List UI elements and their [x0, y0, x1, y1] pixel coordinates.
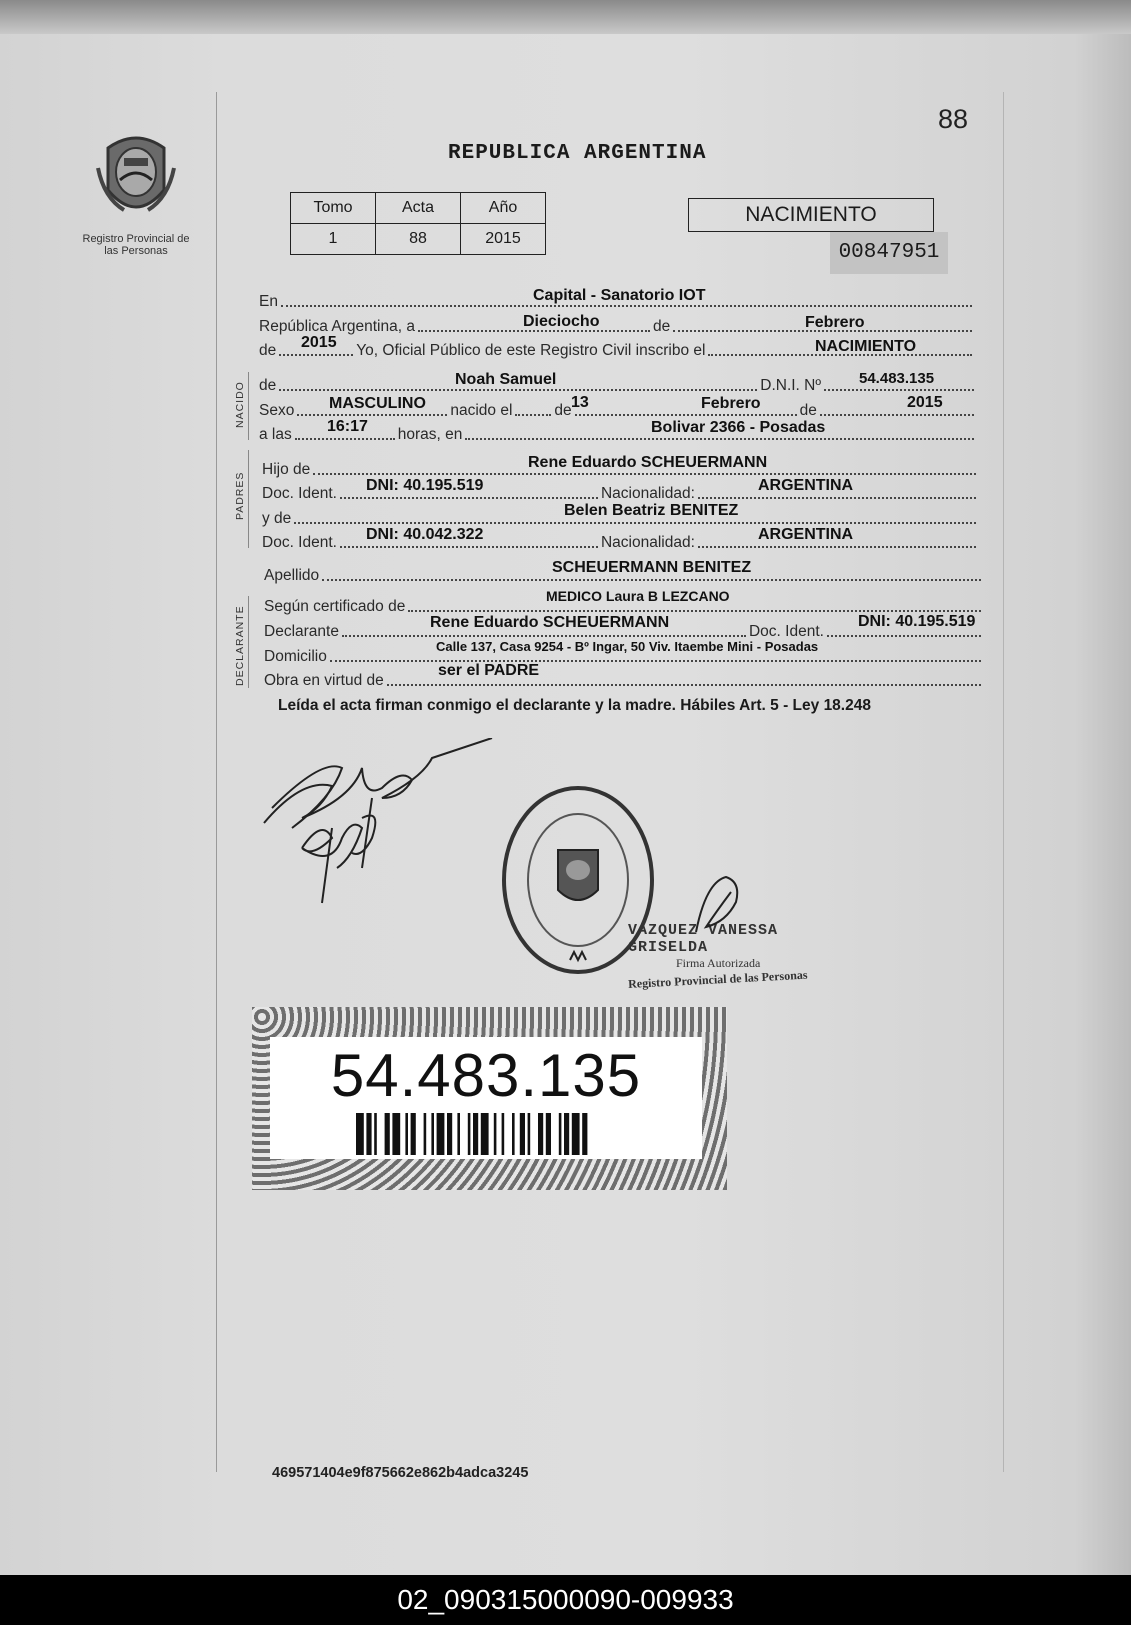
- field-row-hora: [259, 420, 977, 444]
- record-table-header: Año: [461, 193, 546, 224]
- value-surname: SCHEUERMANN BENITEZ: [552, 559, 752, 576]
- field-row-republica: [259, 312, 975, 336]
- value-father-name: Rene Eduardo SCHEUERMANN: [528, 454, 768, 471]
- official-name: VAZQUEZ VANESSA GRISELDA: [628, 922, 779, 956]
- field-row-madre: [262, 504, 979, 528]
- label-obra: Obra en virtud de: [264, 672, 384, 689]
- barcode-bar: [468, 1113, 471, 1155]
- field-row-en: [259, 287, 975, 311]
- record-table: [290, 192, 546, 255]
- dni-sticker-inner: [270, 1037, 702, 1159]
- official-title: Firma Autorizada: [676, 956, 761, 970]
- label-declarante: Declarante: [264, 623, 339, 640]
- field-row-apellido: [264, 561, 984, 585]
- label-hijo: Hijo de: [262, 461, 311, 478]
- barcode-bar: [411, 1113, 416, 1155]
- value-mother-dni: DNI: 40.042.322: [366, 526, 484, 543]
- barcode-bar: [538, 1113, 543, 1155]
- serial-number: 00847951: [830, 232, 948, 274]
- record-table-header: Tomo: [291, 193, 376, 224]
- record-table-cell: 88: [376, 224, 461, 255]
- value-birth-month: Febrero: [701, 395, 761, 412]
- label-nacionalidad: Nacionalidad:: [600, 534, 695, 551]
- label-nacionalidad: Nacionalidad:: [600, 485, 695, 502]
- barcode-bar: [457, 1113, 460, 1155]
- field-row-inscribo: [259, 336, 975, 360]
- barcode-bar: [546, 1113, 551, 1155]
- barcode-bar: [385, 1113, 390, 1155]
- label-oficial: Yo, Oficial Público de este Registro Civil inscribo el: [356, 342, 706, 359]
- barcode-bar: [447, 1113, 452, 1155]
- value-child-name: Noah Samuel: [455, 371, 557, 388]
- label-de: de: [799, 402, 817, 419]
- record-type-box: NACIMIENTO: [688, 198, 934, 232]
- barcode-bar: [366, 1113, 371, 1155]
- value-sex: MASCULINO: [329, 395, 426, 412]
- label-nacido: nacido el: [450, 402, 513, 419]
- barcode-bar: [424, 1113, 427, 1155]
- document-hash: 469571404e9f875662e862b4adca3245: [272, 1465, 529, 1481]
- scan-code: 02_090315000090-009933: [397, 1584, 734, 1615]
- value-certificate: MEDICO Laura B LEZCANO: [546, 588, 730, 604]
- label-dni: D.N.I. Nº: [760, 377, 822, 394]
- label-apellido: Apellido: [264, 567, 320, 584]
- value-place: Capital - Sanatorio IOT: [533, 287, 706, 304]
- section-divider: [248, 596, 249, 688]
- section-label-declarante: DECLARANTE: [234, 605, 246, 686]
- barcode-bar: [528, 1113, 531, 1155]
- coat-of-arms-icon: [94, 128, 178, 224]
- value-month: Febrero: [805, 314, 865, 331]
- field-row-obra: [264, 662, 984, 690]
- barcode-bar: [494, 1113, 497, 1155]
- closing-statement: Leída el acta firman conmigo el declarante y la madre. Hábiles Art. 5 - Ley 18.248: [278, 697, 871, 714]
- official-signature-icon: [686, 872, 746, 942]
- value-child-dni: 54.483.135: [859, 370, 935, 387]
- left-margin-line: [216, 92, 217, 1472]
- label-de: de: [259, 377, 277, 394]
- barcode-bar: [512, 1113, 515, 1155]
- value-declarant-dni: DNI: 40.195.519: [858, 613, 976, 630]
- section-label-nacido: NACIDO: [234, 381, 246, 428]
- dni-sticker-number: 54.483.135: [330, 1042, 642, 1109]
- document-title: REPUBLICA ARGENTINA: [448, 142, 707, 165]
- field-row-padre: [262, 455, 979, 479]
- barcode-bar: [356, 1113, 364, 1155]
- label-yde: y de: [262, 510, 292, 527]
- page-number: 88: [938, 104, 969, 134]
- value-record-type: NACIMIENTO: [815, 338, 917, 355]
- label-doc: Doc. Ident.: [262, 534, 337, 551]
- record-table-header: Acta: [376, 193, 461, 224]
- authorized-official: [627, 922, 858, 992]
- label-sexo: Sexo: [259, 402, 295, 419]
- value-birth-time: 16:17: [327, 418, 368, 435]
- barcode-bar: [559, 1113, 562, 1155]
- value-birth-place: Bolivar 2366 - Posadas: [651, 419, 826, 436]
- barcode-bar: [582, 1113, 587, 1155]
- logo-caption: Registro Provincial de las Personas: [82, 233, 190, 257]
- value-mother-name: Belen Beatriz BENITEZ: [564, 502, 739, 519]
- field-row-padre-doc: [262, 479, 979, 503]
- registry-logo: [80, 128, 192, 257]
- section-divider: [248, 372, 249, 440]
- record-table-cell: 1: [291, 224, 376, 255]
- field-row-sexo: [259, 396, 977, 420]
- barcode-bar: [564, 1113, 569, 1155]
- barcode-bar: [502, 1113, 505, 1155]
- official-registry: Registro Provincial de las Personas: [627, 967, 808, 992]
- value-birth-day: 13: [571, 394, 589, 411]
- barcode-bar: [572, 1113, 580, 1155]
- barcode-bar: [374, 1113, 377, 1155]
- barcode-bar: [520, 1113, 525, 1155]
- label-doc: Doc. Ident.: [262, 485, 337, 502]
- label-en: En: [259, 293, 278, 310]
- value-day-words: Dieciocho: [523, 313, 600, 330]
- value-mother-nationality: ARGENTINA: [758, 526, 854, 543]
- right-margin-line: [1003, 92, 1004, 1472]
- value-declarant-name: Rene Eduardo SCHEUERMANN: [430, 614, 670, 631]
- section-label-padres: PADRES: [234, 471, 246, 520]
- page-top-edge: [0, 0, 1131, 34]
- label-de: de: [259, 342, 277, 359]
- record-table-cell: 2015: [461, 224, 546, 255]
- field-row-declarante: [264, 613, 984, 641]
- label-doc: Doc. Ident.: [748, 623, 824, 640]
- label-alas: a las: [259, 426, 292, 443]
- barcode-bar: [405, 1113, 408, 1155]
- barcode-bar: [481, 1113, 489, 1155]
- barcode-bar: [437, 1113, 445, 1155]
- barcode-icon: [356, 1113, 638, 1155]
- value-birth-year: 2015: [907, 394, 943, 411]
- signature-icon: [262, 738, 502, 908]
- section-divider: [248, 450, 249, 548]
- value-father-nationality: ARGENTINA: [758, 477, 854, 494]
- label-domicilio: Domicilio: [264, 648, 327, 665]
- field-row-nombre: [259, 371, 977, 395]
- label-de: de: [652, 318, 671, 335]
- value-address: Calle 137, Casa 9254 - Bº Ingar, 50 Viv. Itaembe Mini - Posadas: [436, 639, 819, 654]
- field-row-domicilio: [264, 639, 984, 666]
- value-reason: ser el PADRE: [438, 662, 540, 679]
- value-year: 2015: [301, 334, 337, 351]
- label-segun: Según certificado de: [264, 598, 406, 615]
- field-row-madre-doc: [262, 528, 979, 552]
- barcode-bar: [431, 1113, 434, 1155]
- dni-number-sticker: [252, 1007, 727, 1190]
- value-father-dni: DNI: 40.195.519: [366, 477, 484, 494]
- label-horas: horas, en: [397, 426, 463, 443]
- label-republica: República Argentina, a: [259, 318, 415, 335]
- barcode-bar: [392, 1113, 400, 1155]
- barcode-bar: [473, 1113, 478, 1155]
- label-de: de: [554, 402, 572, 419]
